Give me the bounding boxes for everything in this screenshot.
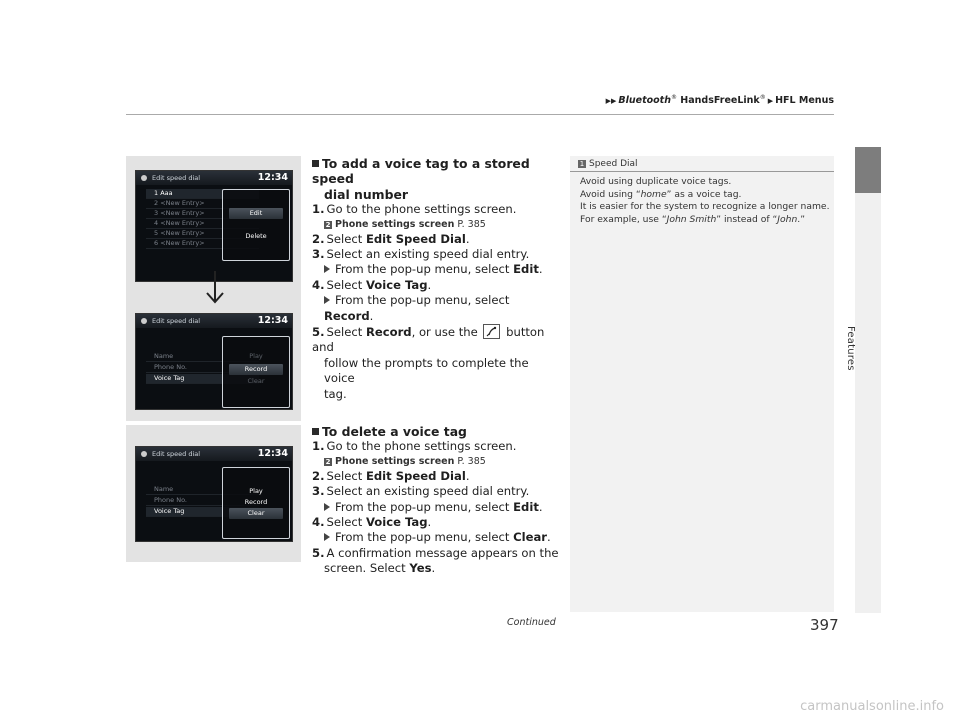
page-number: 397 bbox=[810, 616, 839, 634]
entry-field-row[interactable]: Name bbox=[146, 352, 259, 362]
section-heading: To add a voice tag to a stored speed bbox=[312, 156, 530, 187]
screen-clock: 12:34 bbox=[257, 448, 288, 459]
popup-menu bbox=[222, 467, 290, 539]
speed-dial-entry[interactable]: 2 <New Entry> bbox=[146, 199, 259, 209]
reference-icon: 2 bbox=[325, 220, 331, 229]
square-bullet-icon bbox=[312, 160, 319, 167]
screen-clock: 12:34 bbox=[257, 172, 288, 183]
step-cont: tag. bbox=[324, 386, 347, 401]
speed-dial-entry[interactable]: 5 <New Entry> bbox=[146, 229, 259, 239]
side-margin bbox=[855, 193, 881, 613]
record-button[interactable]: Record bbox=[229, 364, 283, 375]
speed-dial-entry[interactable]: 4 <New Entry> bbox=[146, 219, 259, 229]
step: 3. Select an existing speed dial entry. bbox=[312, 484, 530, 499]
triangle-bullet-icon bbox=[324, 503, 330, 511]
note-title: 1 Speed Dial bbox=[579, 159, 638, 169]
clear-button[interactable]: Clear bbox=[247, 377, 265, 385]
step: 5. Select Record, or use the button and bbox=[312, 325, 545, 355]
note-icon: 1 bbox=[579, 160, 585, 168]
cross-reference-link[interactable]: 2 Phone settings screen P. 385 bbox=[325, 455, 486, 467]
delete-voice-tag-section bbox=[312, 424, 562, 577]
step-cont: follow the prompts to complete the voice bbox=[324, 355, 529, 386]
add-voice-tag-section bbox=[312, 156, 562, 402]
edit-button[interactable]: Edit bbox=[229, 208, 283, 219]
talk-button-icon bbox=[483, 324, 500, 339]
step-cont: screen. Select Yes. bbox=[324, 561, 436, 576]
section-tab-label: Features bbox=[845, 326, 856, 371]
triangle-bullet-icon bbox=[324, 265, 330, 273]
sub-step: From the pop-up menu, select Clear. bbox=[312, 530, 562, 545]
reference-icon: 2 bbox=[325, 457, 331, 466]
breadcrumb: ▶▶ Bluetooth® HandsFreeLink® ▶ HFL Menus bbox=[605, 94, 834, 107]
step: 1. Go to the phone settings screen. bbox=[312, 202, 517, 217]
step: 5. A confirmation message appears on the bbox=[312, 545, 559, 560]
entry-field-row[interactable]: Phone No. bbox=[146, 363, 259, 373]
screen-title-bar: Edit speed dial bbox=[136, 314, 292, 328]
popup-menu bbox=[222, 336, 290, 408]
section-tab-marker bbox=[855, 147, 881, 193]
entry-field-row[interactable]: Name bbox=[146, 485, 259, 495]
speed-dial-entry[interactable]: 3 <New Entry> bbox=[146, 209, 259, 219]
sub-step: From the pop-up menu, select Edit. bbox=[312, 500, 562, 515]
delete-button[interactable]: Delete bbox=[245, 232, 267, 240]
play-button[interactable]: Play bbox=[249, 352, 263, 360]
note-line: It is easier for the system to recognize a longer name. bbox=[580, 201, 830, 213]
triangle-bullet-icon bbox=[324, 296, 330, 304]
entry-field-row[interactable]: Voice Tag bbox=[146, 374, 259, 384]
record-button[interactable]: Record bbox=[244, 498, 268, 506]
arrow-down-icon bbox=[200, 269, 230, 305]
delete-voice-tag-illustration bbox=[126, 425, 301, 562]
sub-step: From the pop-up menu, select Record. bbox=[324, 293, 510, 323]
step: 1. Go to the phone settings screen. bbox=[312, 439, 517, 454]
step: 2. Select Edit Speed Dial. bbox=[312, 231, 470, 246]
speed-dial-entry[interactable]: 1 Aaa bbox=[146, 189, 259, 199]
watermark: carmanualsonline.info bbox=[800, 699, 944, 714]
note-line: Avoid using “home” as a voice tag. bbox=[580, 188, 742, 200]
continued-label: Continued bbox=[507, 617, 556, 628]
step: 4. Select Voice Tag. bbox=[312, 515, 432, 530]
status-dot-icon bbox=[141, 175, 147, 181]
voice-tag-record-screen bbox=[135, 313, 293, 410]
square-bullet-icon bbox=[312, 428, 319, 435]
sub-step: From the pop-up menu, select Edit. bbox=[312, 262, 562, 277]
note-line: For example, use “John Smith” instead of “John.” bbox=[580, 213, 805, 225]
cross-reference-link[interactable]: 2 Phone settings screen P. 385 bbox=[325, 218, 486, 230]
clear-button[interactable]: Clear bbox=[229, 508, 283, 519]
step: 4. Select Voice Tag. bbox=[312, 277, 432, 292]
popup-menu bbox=[222, 189, 290, 261]
step: 2. Select Edit Speed Dial. bbox=[312, 468, 470, 483]
speed-dial-list-screen bbox=[135, 170, 293, 282]
speed-dial-entry[interactable]: 6 <New Entry> bbox=[146, 239, 259, 249]
status-dot-icon bbox=[141, 451, 147, 457]
header-divider bbox=[126, 114, 834, 115]
breadcrumb-arrow-icon: ▶▶ bbox=[605, 97, 617, 106]
entry-field-row[interactable]: Voice Tag bbox=[146, 507, 259, 517]
voice-tag-clear-screen bbox=[135, 446, 293, 542]
screen-title-bar: Edit speed dial bbox=[136, 447, 292, 461]
add-voice-tag-illustration bbox=[126, 156, 301, 421]
note-line: Avoid using duplicate voice tags. bbox=[580, 176, 732, 187]
status-dot-icon bbox=[141, 318, 147, 324]
section-heading: To delete a voice tag bbox=[312, 424, 562, 439]
section-heading-cont: dial number bbox=[324, 186, 408, 202]
note-body bbox=[580, 176, 830, 226]
note-divider bbox=[570, 171, 834, 172]
screen-clock: 12:34 bbox=[257, 315, 288, 326]
screen-title-bar: Edit speed dial bbox=[136, 171, 292, 185]
entry-field-row[interactable]: Phone No. bbox=[146, 496, 259, 506]
breadcrumb-arrow-icon: ▶ bbox=[767, 97, 774, 106]
play-button[interactable]: Play bbox=[249, 487, 263, 495]
triangle-bullet-icon bbox=[324, 533, 330, 541]
step: 3. Select an existing speed dial entry. bbox=[312, 247, 530, 262]
